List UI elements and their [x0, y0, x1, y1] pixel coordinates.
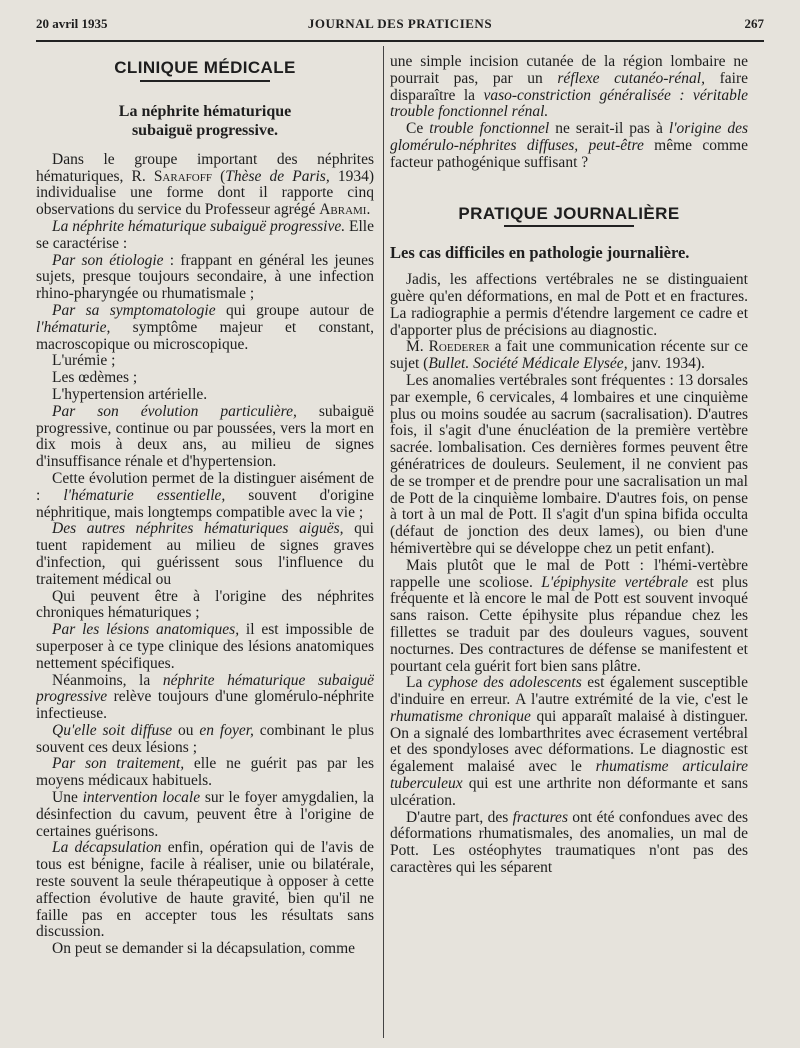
paragraph-anomalies: Les anomalies vertébrales sont fréquentes : 13 dorsales par exemple, 6 cervicales, 4 lombaires et une cinquième plus ou moins soudée au sacrum (sacralisation). D'autres fois, il s'agit d'une énucléation de la première vertèbre sacrée. lombalisation. Ces dernières formes peuvent être génératrices de douleurs. Seulement, il ne convient pas de se tromper et de prendre pour une sacralisation un mal de Pott de la cinquième lombaire. D'autres fois, on pense à tort à un mal de Pott. Il s'agit d'un spina bifida occulta (défaut de jonction des deux lames), ou bien d'une hémivertèbre qui se développe chez un petit enfant).: [390, 371, 748, 557]
running-head: [36, 16, 764, 38]
author-name: Roederer: [428, 338, 490, 356]
left-column: [36, 46, 374, 1048]
paragraph-uremie: L'urémie ;: [52, 352, 116, 370]
paragraph-trouble: Ce trouble fonctionnel ne serait-il pas à l'origine des glomérulo-néphrites diffuses, peut-être même comme facteur pathogénique suffisant ?: [390, 120, 748, 171]
paragraph-distinction: Cette évolution permet de la distinguer aisément de : l'hématurie essentielle, souvent d'origine néphritique, mais longtemps compatible avec la vie ;: [36, 469, 374, 521]
paragraph-hypertension: L'hypertension artérielle.: [52, 385, 208, 403]
paragraph-traitement: Par son traitement, elle ne guérit pas par les moyens médicaux habituels.: [36, 755, 374, 790]
paragraph-question: On peut se demander si la décapsulation, comme: [52, 940, 356, 958]
section-title-clinique: CLINIQUE MÉDICALE: [114, 58, 296, 77]
paragraph-diffuse: Qu'elle soit diffuse ou en foyer, combinant le plus souvent ces deux lésions ;: [36, 721, 374, 756]
paragraph-reflexe: une simple incision cutanée de la région lombaire ne pourrait pas, par un réflexe cutanéo-rénal, faire disparaître la vaso-constriction généralisée : véritable trouble fonctionnel rénal.: [390, 53, 748, 121]
paragraph-cyphose: La cyphose des adolescents est également susceptible d'induire en erreur. A l'autre extrémité de la vie, c'est le rhumatisme chronique qui apparaît malaisé à distinguer. On a signalé des lombarthrites avec écrasement vertébral et des spondyloses avec déformations. Le diagnostic est également malaisé avec le rhumatisme articulaire tuberculeux qui est une arthrite non déformante et sans ulcération.: [390, 674, 748, 809]
paragraph-definition: La néphrite hématurique subaiguë progressive. Elle se caractérise :: [36, 217, 374, 252]
paragraph-etiologie: Par son étiologie : frappant en général les jeunes sujets, presque toujours secondaire, à une infection rhino-pharyngée ou rhumatismale ;: [36, 251, 374, 303]
article-title-line-1: La néphrite hématurique: [118, 102, 292, 120]
paragraph-chroniques: Qui peuvent être à l'origine des néphrites chroniques hématuriques ;: [36, 587, 374, 622]
section-underline: [504, 225, 634, 227]
paragraph-oedemes: Les œdèmes ;: [52, 369, 138, 387]
professor-name: Abrami: [319, 201, 367, 219]
paragraph-intervention: Une intervention locale sur le foyer amygdalien, la désinfection du cavum, peuvent être à l'origine de certaines guérisons.: [36, 789, 374, 840]
article-title: [36, 102, 374, 140]
paragraph-epiphysite: Mais plutôt que le mal de Pott : l'hémi-vertèbre rappelle une scoliose. L'épiphysite vertébrale est plus fréquente et là encore le mal de Pott est souvent invoqué sans raison. Cette épihysite plus répandue chez les fillettes se traduit par des douleurs vagues, souvent nocturnes. Des contractures de défense se manifestent et pourtant cela guérit fort bien sans plâtre.: [390, 556, 748, 675]
paragraph-neanmoins: Néanmoins, la néphrite hématurique subaiguë progressive relève toujours d'une glomérulo-néphrite infectieuse.: [36, 671, 374, 723]
page-number: 267: [744, 16, 764, 31]
column-divider: [383, 46, 384, 1038]
issue-date: 20 avril 1935: [36, 16, 108, 31]
paragraph-intro: Dans le groupe important des néphrites hématuriques, R. Sarafoff (Thèse de Paris, 1934) individualise une forme dont il rapporte cinq observations du service du Professeur agrégé Abrami.: [36, 150, 374, 219]
paragraph-lesions: Par les lésions anatomiques, il est impossible de superposer à ce type clinique des lésions anatomiques nettement spécifiques.: [36, 621, 374, 672]
section-underline: [140, 80, 270, 82]
journal-title: JOURNAL DES PRATICIENS: [307, 16, 493, 31]
paragraph-evolution: Par son évolution particulière, subaiguë progressive, continue ou par poussées, vers la mort en dix mois à deux ans, au milieu de signes d'insuffisance rénale et d'hypertension.: [36, 402, 374, 471]
section-title-pratique: PRATIQUE JOURNALIÈRE: [458, 203, 680, 223]
paragraph-decapsulation: La décapsulation enfin, opération qui de l'avis de tous est bénigne, facile à réaliser, unie ou bilatérale, reste souvent la seule thérapeutique à opposer à cette affection évolutive de haute gravité, bien qu'il ne faille pas en accepter tous les résultats sans discussion.: [36, 839, 374, 941]
paragraph-autres-nephrites: Des autres néphrites hématuriques aiguës, qui tuent rapidement au milieu de signes graves d'infection, qui guérissent sous l'influence du traitement médical ou: [36, 520, 374, 588]
article-title-line-2: subaiguë progressive.: [131, 121, 279, 139]
article-subheading: Les cas difficiles en pathologie journalière.: [390, 243, 690, 263]
paragraph-roederer: M. Roederer a fait une communication récente sur ce sujet (Bullet. Société Médicale Elysée, janv. 1934).: [390, 338, 748, 373]
paragraph-fractures: D'autre part, des fractures ont été confondues avec des déformations rhumatismales, des anomalies, un mal de Pott. Les ostéophytes traumatiques n'ont pas des caractères qui les séparent: [390, 808, 748, 877]
paragraph-jadis: Jadis, les affections vertébrales ne se distinguaient guère qu'en déformations, en mal de Pott et en fractures. La radiographie a permis d'étendre largement ce cadre et d'apporter plus de précisions au diagnostic.: [390, 271, 748, 339]
right-column: [390, 46, 748, 1048]
paragraph-symptomatologie: Par sa symptomatologie qui groupe autour de l'hématurie, symptôme majeur et constant, macroscopique ou microscopique.: [36, 301, 374, 353]
header-rule: [36, 40, 764, 42]
author-name: Sarafoff: [153, 167, 212, 185]
